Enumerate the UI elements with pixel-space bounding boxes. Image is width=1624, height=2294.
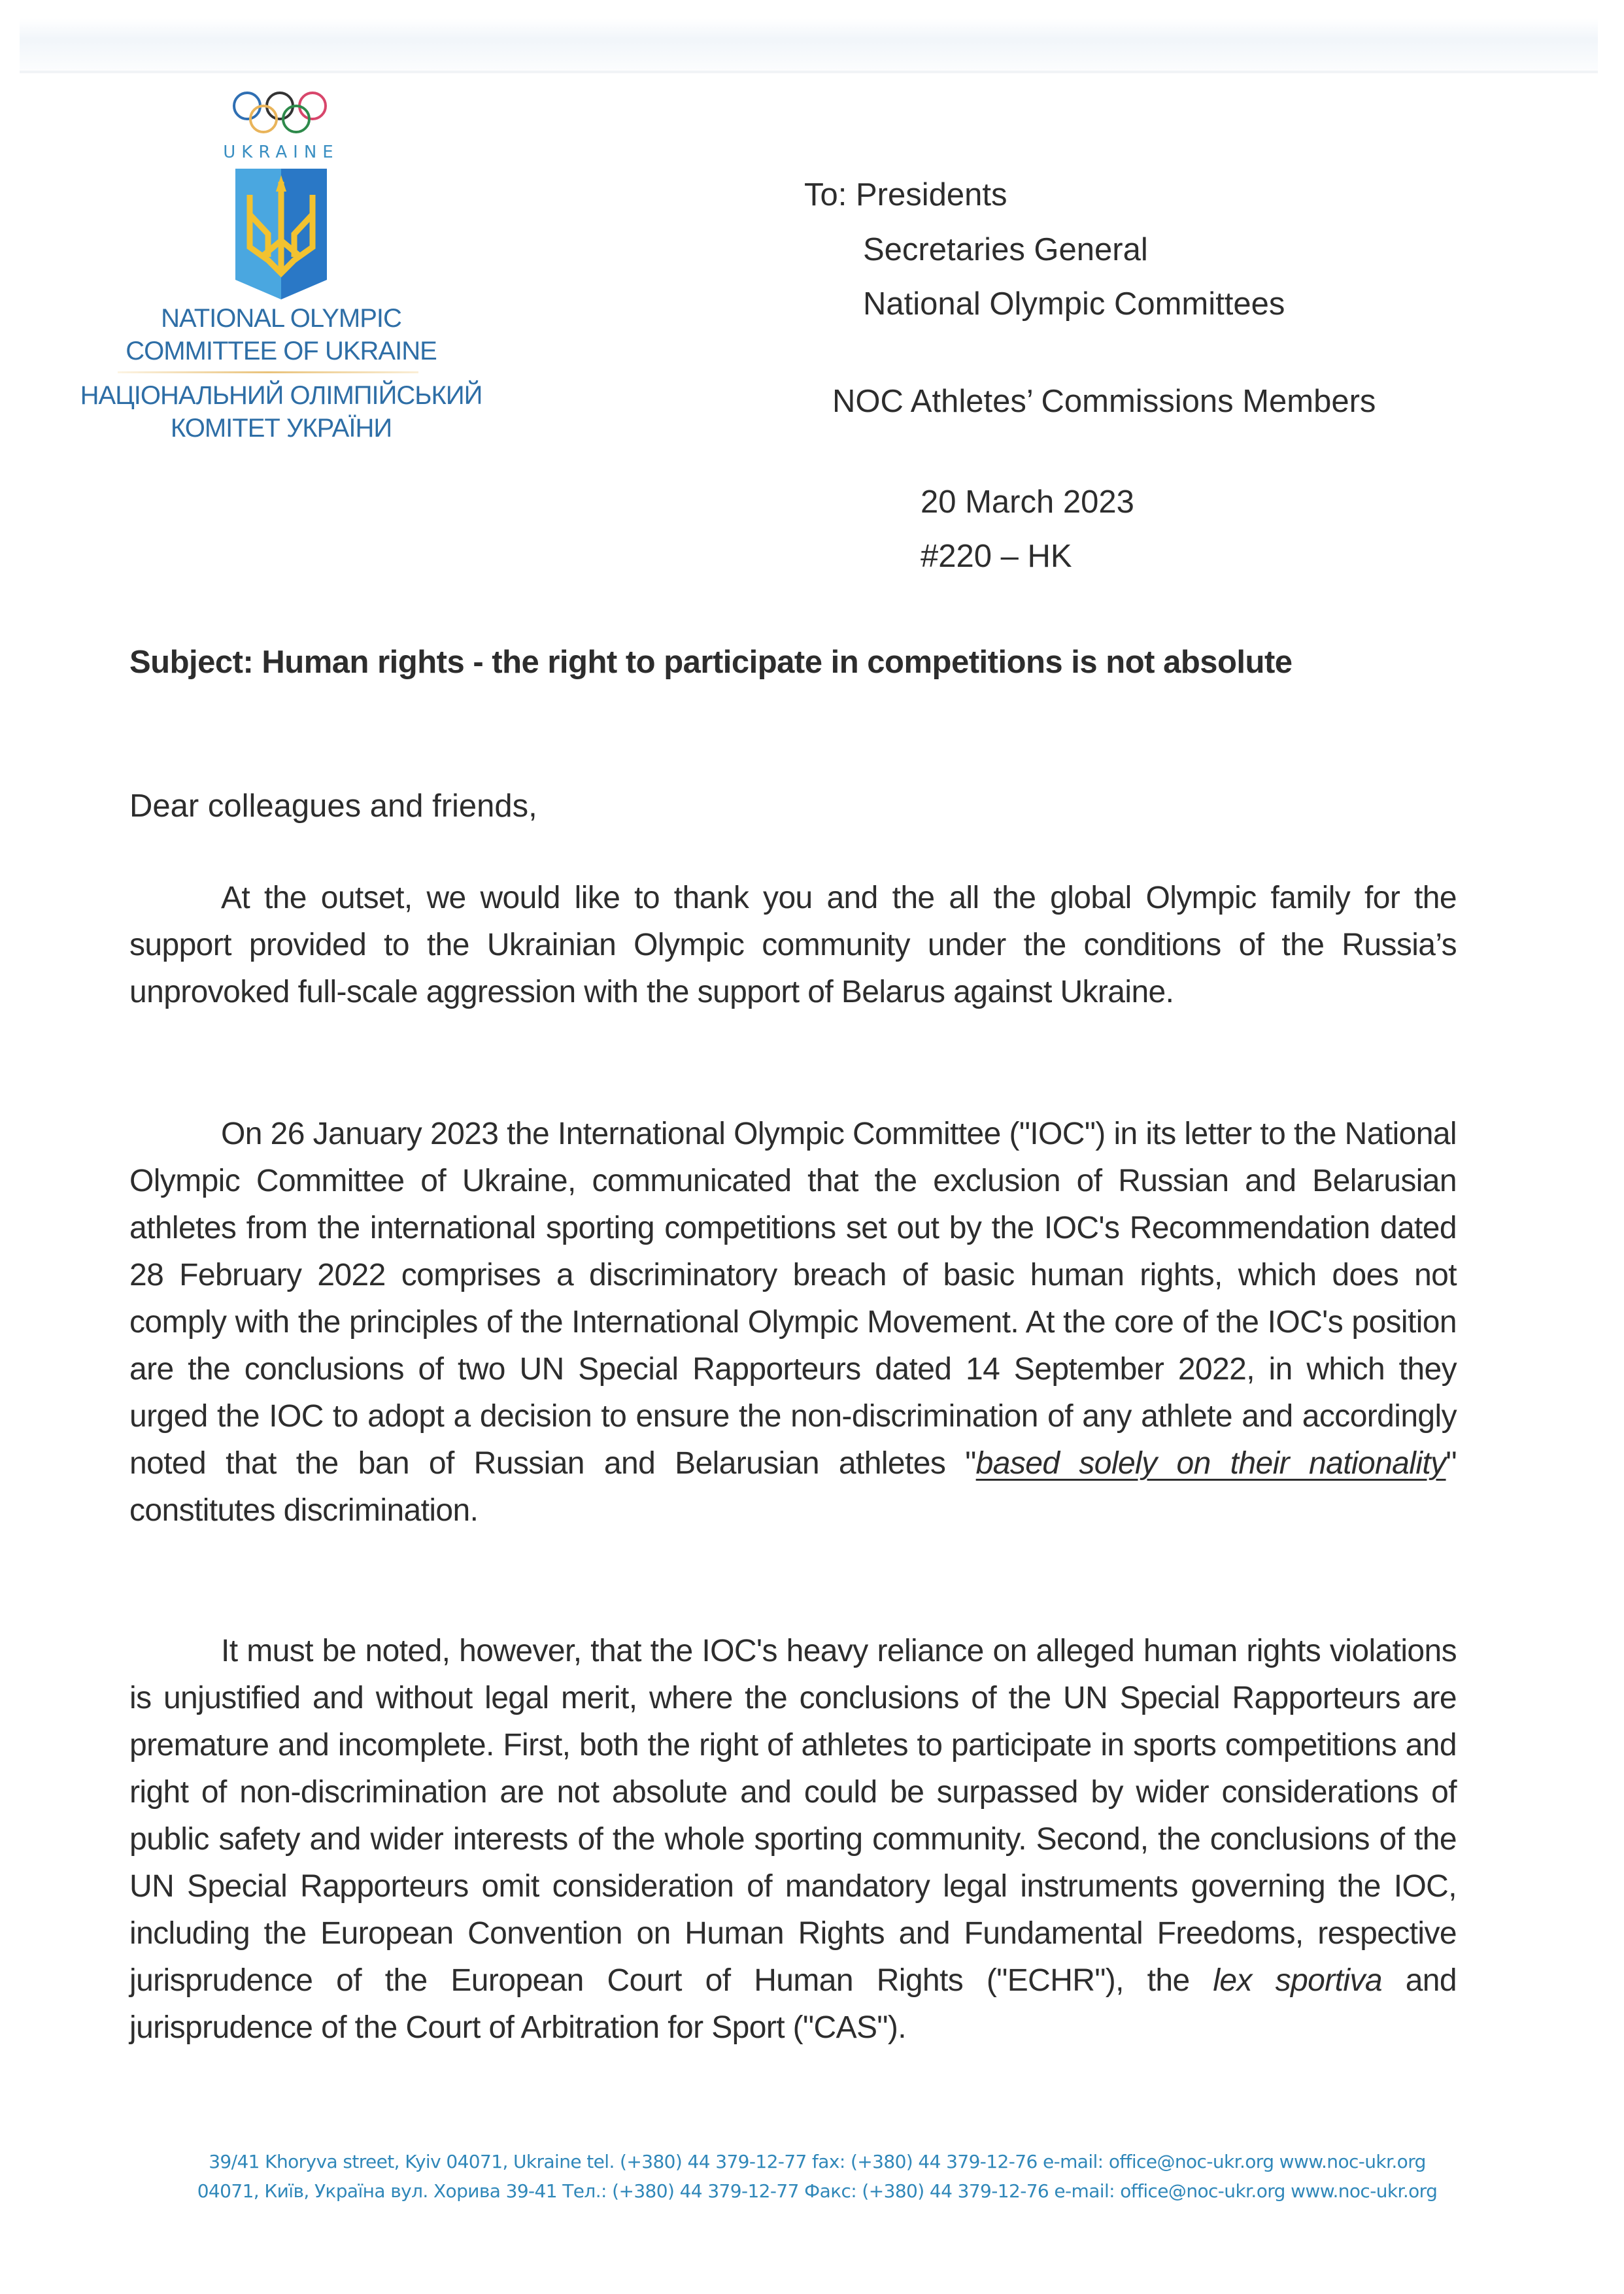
quoted-emphasis: based solely on their nationality [975,1446,1446,1481]
recipient-to: To: Presidents [804,177,1007,212]
paragraph-3-text-end: and jurisprudence of the Court of Arbitration for Sport ("CAS"). [129,1963,1457,2045]
paragraph-2-text-end: " constitutes discrimination. [129,1446,1457,1528]
recipient-athletes-commissions: NOC Athletes’ Commissions Members [832,384,1376,419]
recipient-secretaries: Secretaries General [863,232,1148,267]
ring-yellow [250,106,277,132]
footer-address-ua: 04071, Київ, Україна вул. Хорива 39-41 Тел.: (+380) 44 379-12-77 Факс: (+380) 44 379-12-76 e-mail: office@noc-ukr.org www.noc-ukr.org [197,2180,1438,2202]
paragraph-2-text: On 26 January 2023 the International Olympic Committee ("IOC") in its letter to the National Olympic Committee of Ukraine, communicated that the exclusion of Russian and Belarusian athletes from the international sporting competitions set out by the IOC's Recommendation dated 28 February 2022 comprises a discriminatory breach of basic human rights, which does not comply with the principles of the International Olympic Movement. At the core of the IOC's position are the conclusions of two UN Special Rapporteurs dated 14 September 2022, in which they urged the IOC to adopt a decision to ensure the non-discrimination of any athlete and accordingly noted that the ban of Russian and Belarusian athletes " [129,1117,1457,1481]
country-word: UKRAINE [223,143,339,162]
ring-green [283,106,309,132]
paragraph-1-text: At the outset, we would like to thank you and the all the global Olympic family for the support provided to the Ukrainian Olympic community under the conditions of the Russia’s unprovoked full-scale aggression with the support of Belarus against Ukraine. [129,881,1457,1009]
paragraph-3-text: It must be noted, however, that the IOC's heavy reliance on alleged human rights violations is unjustified and without legal merit, where the conclusions of the UN Special Rapporteurs are premature and incomplete. First, both the right of athletes to participate in sports competitions and right of non-discrimination are not absolute and could be surpassed by wider considerations of public safety and wider interests of the whole sporting community. Second, the conclusions of the UN Special Rapporteurs omit consideration of mandatory legal instruments governing the IOC, including the European Convention on Human Rights and Fundamental Freedoms, respective jurisprudence of the European Court of Human Rights ("ECHR"), the [129,1634,1457,1998]
scan-artifact-line [20,71,1598,73]
org-name-ua-line2: КОМІТЕТ УКРАЇНИ [170,414,392,443]
org-name-en-line1: NATIONAL OLYMPIC [161,304,401,333]
letter-subject: Subject: Human rights - the right to participate in competitions is not absolute [129,645,1293,680]
trident-shield-icon [235,169,327,299]
ring-red [299,93,326,119]
letterhead-divider [118,371,418,373]
salutation: Dear colleagues and friends, [129,788,537,824]
letter-reference: #220 – HK [921,539,1072,574]
paragraph-2 [129,1111,1457,1534]
paragraph-1 [129,875,1457,1016]
scan-artifact-top [20,18,1598,71]
olympic-rings-icon [229,90,333,136]
org-name-en-line2: COMMITTEE OF UKRAINE [126,337,437,365]
footer-address-en: 39/41 Khoryva street, Kyiv 04071, Ukraine tel. (+380) 44 379-12-77 fax: (+380) 44 379-12-76 e-mail: office@noc-ukr.org www.noc-ukr.org [209,2151,1426,2172]
org-name-ua-line1: НАЦІОНАЛЬНИЙ ОЛІМПІЙСЬКИЙ [80,381,482,410]
letter-date: 20 March 2023 [921,484,1134,520]
org-name-ua [13,379,549,445]
ring-black [267,93,293,119]
ring-blue [234,93,260,119]
recipient-nocs: National Olympic Committees [863,286,1285,322]
latin-term: lex sportiva [1213,1963,1382,1998]
org-name-en [52,302,510,367]
paragraph-3 [129,1628,1457,2051]
